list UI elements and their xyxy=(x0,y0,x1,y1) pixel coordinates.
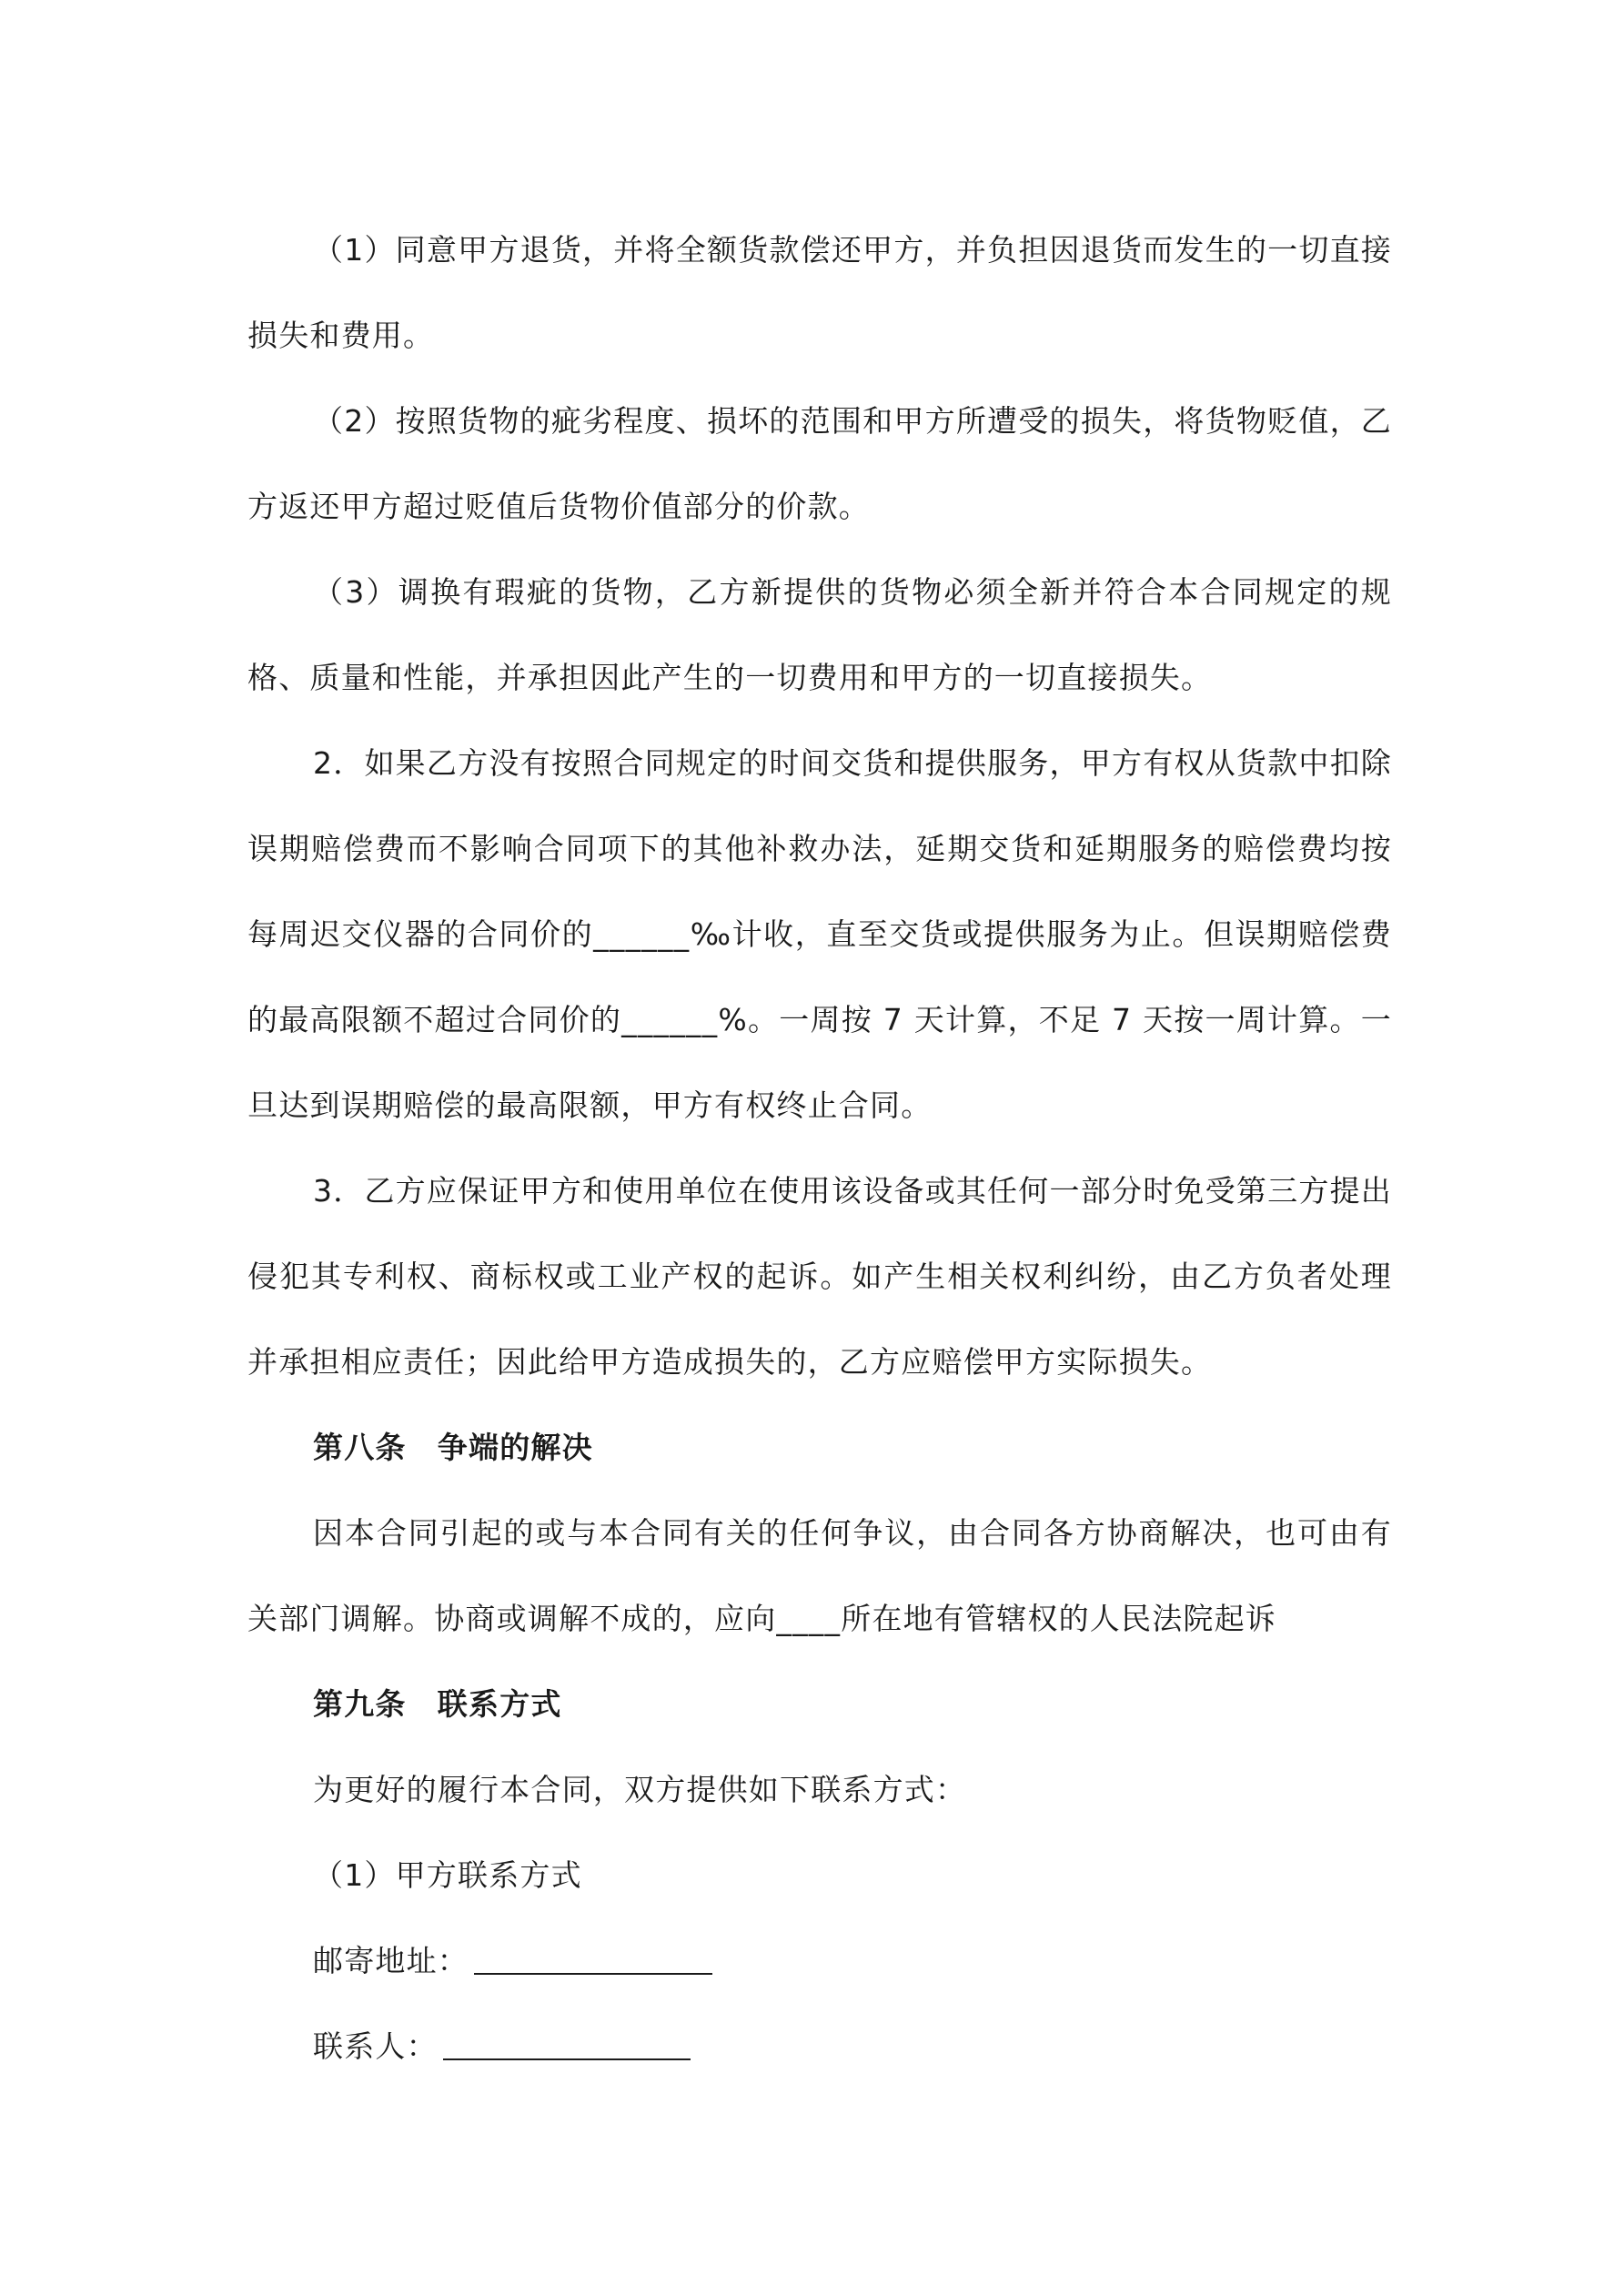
article-9-heading: 第九条 联系方式 xyxy=(313,1686,562,1722)
address-field-row xyxy=(247,1918,1392,2004)
clause-3: 3．乙方应保证甲方和使用单位在使用该设备或其任何一部分时免受第三方提出侵犯其专利权、商标权或工业产权的起诉。如产生相关权利纠纷，由乙方负者处理并承担相应责任；因此给甲方造成损失的，乙方应赔偿甲方实际损失。 xyxy=(247,1173,1392,1380)
clause-1-2: （2）按照货物的疵劣程度、损坏的范围和甲方所遭受的损失，将货物贬值，乙方返还甲方超过贬值后货物价值部分的价款。 xyxy=(247,403,1392,524)
address-label: 邮寄地址： xyxy=(313,1943,469,1978)
clause-1-3: （3）调换有瑕疵的货物，乙方新提供的货物必须全新并符合本合同规定的规格、质量和性能，并承担因此产生的一切费用和甲方的一切直接损失。 xyxy=(247,574,1392,695)
article-8-heading: 第八条 争端的解决 xyxy=(313,1430,593,1465)
contact-label: 联系人： xyxy=(313,2028,438,2064)
clause-1-1: （1）同意甲方退货，并将全额货款偿还甲方，并负担因退货而发生的一切直接损失和费用。 xyxy=(247,232,1392,353)
party-a-contact-title: （1）甲方联系方式 xyxy=(313,1857,582,1893)
clause-2: 2．如果乙方没有按照合同规定的时间交货和提供服务，甲方有权从货款中扣除误期赔偿费而不影响合同项下的其他补救办法，延期交货和延期服务的赔偿费均按每周迟交仪器的合同价的______‰计收，直至交货或提供服务为止。但误期赔偿费的最高限额不超过合同价的______%。一周按 7 天计算，不足 7 天按一周计算。一旦达到误期赔偿的最高限额，甲方有权终止合同。 xyxy=(247,745,1392,1123)
article-9-intro: 为更好的履行本合同，双方提供如下联系方式： xyxy=(313,1772,967,1807)
address-blank-line xyxy=(474,1973,712,1975)
contact-field-row xyxy=(247,2004,1392,2089)
document-body xyxy=(247,207,1392,2089)
contact-blank-line xyxy=(443,2058,691,2060)
article-8-text: 因本合同引起的或与本合同有关的任何争议，由合同各方协商解决，也可由有关部门调解。协商或调解不成的，应向____所在地有管辖权的人民法院起诉 xyxy=(247,1515,1392,1636)
